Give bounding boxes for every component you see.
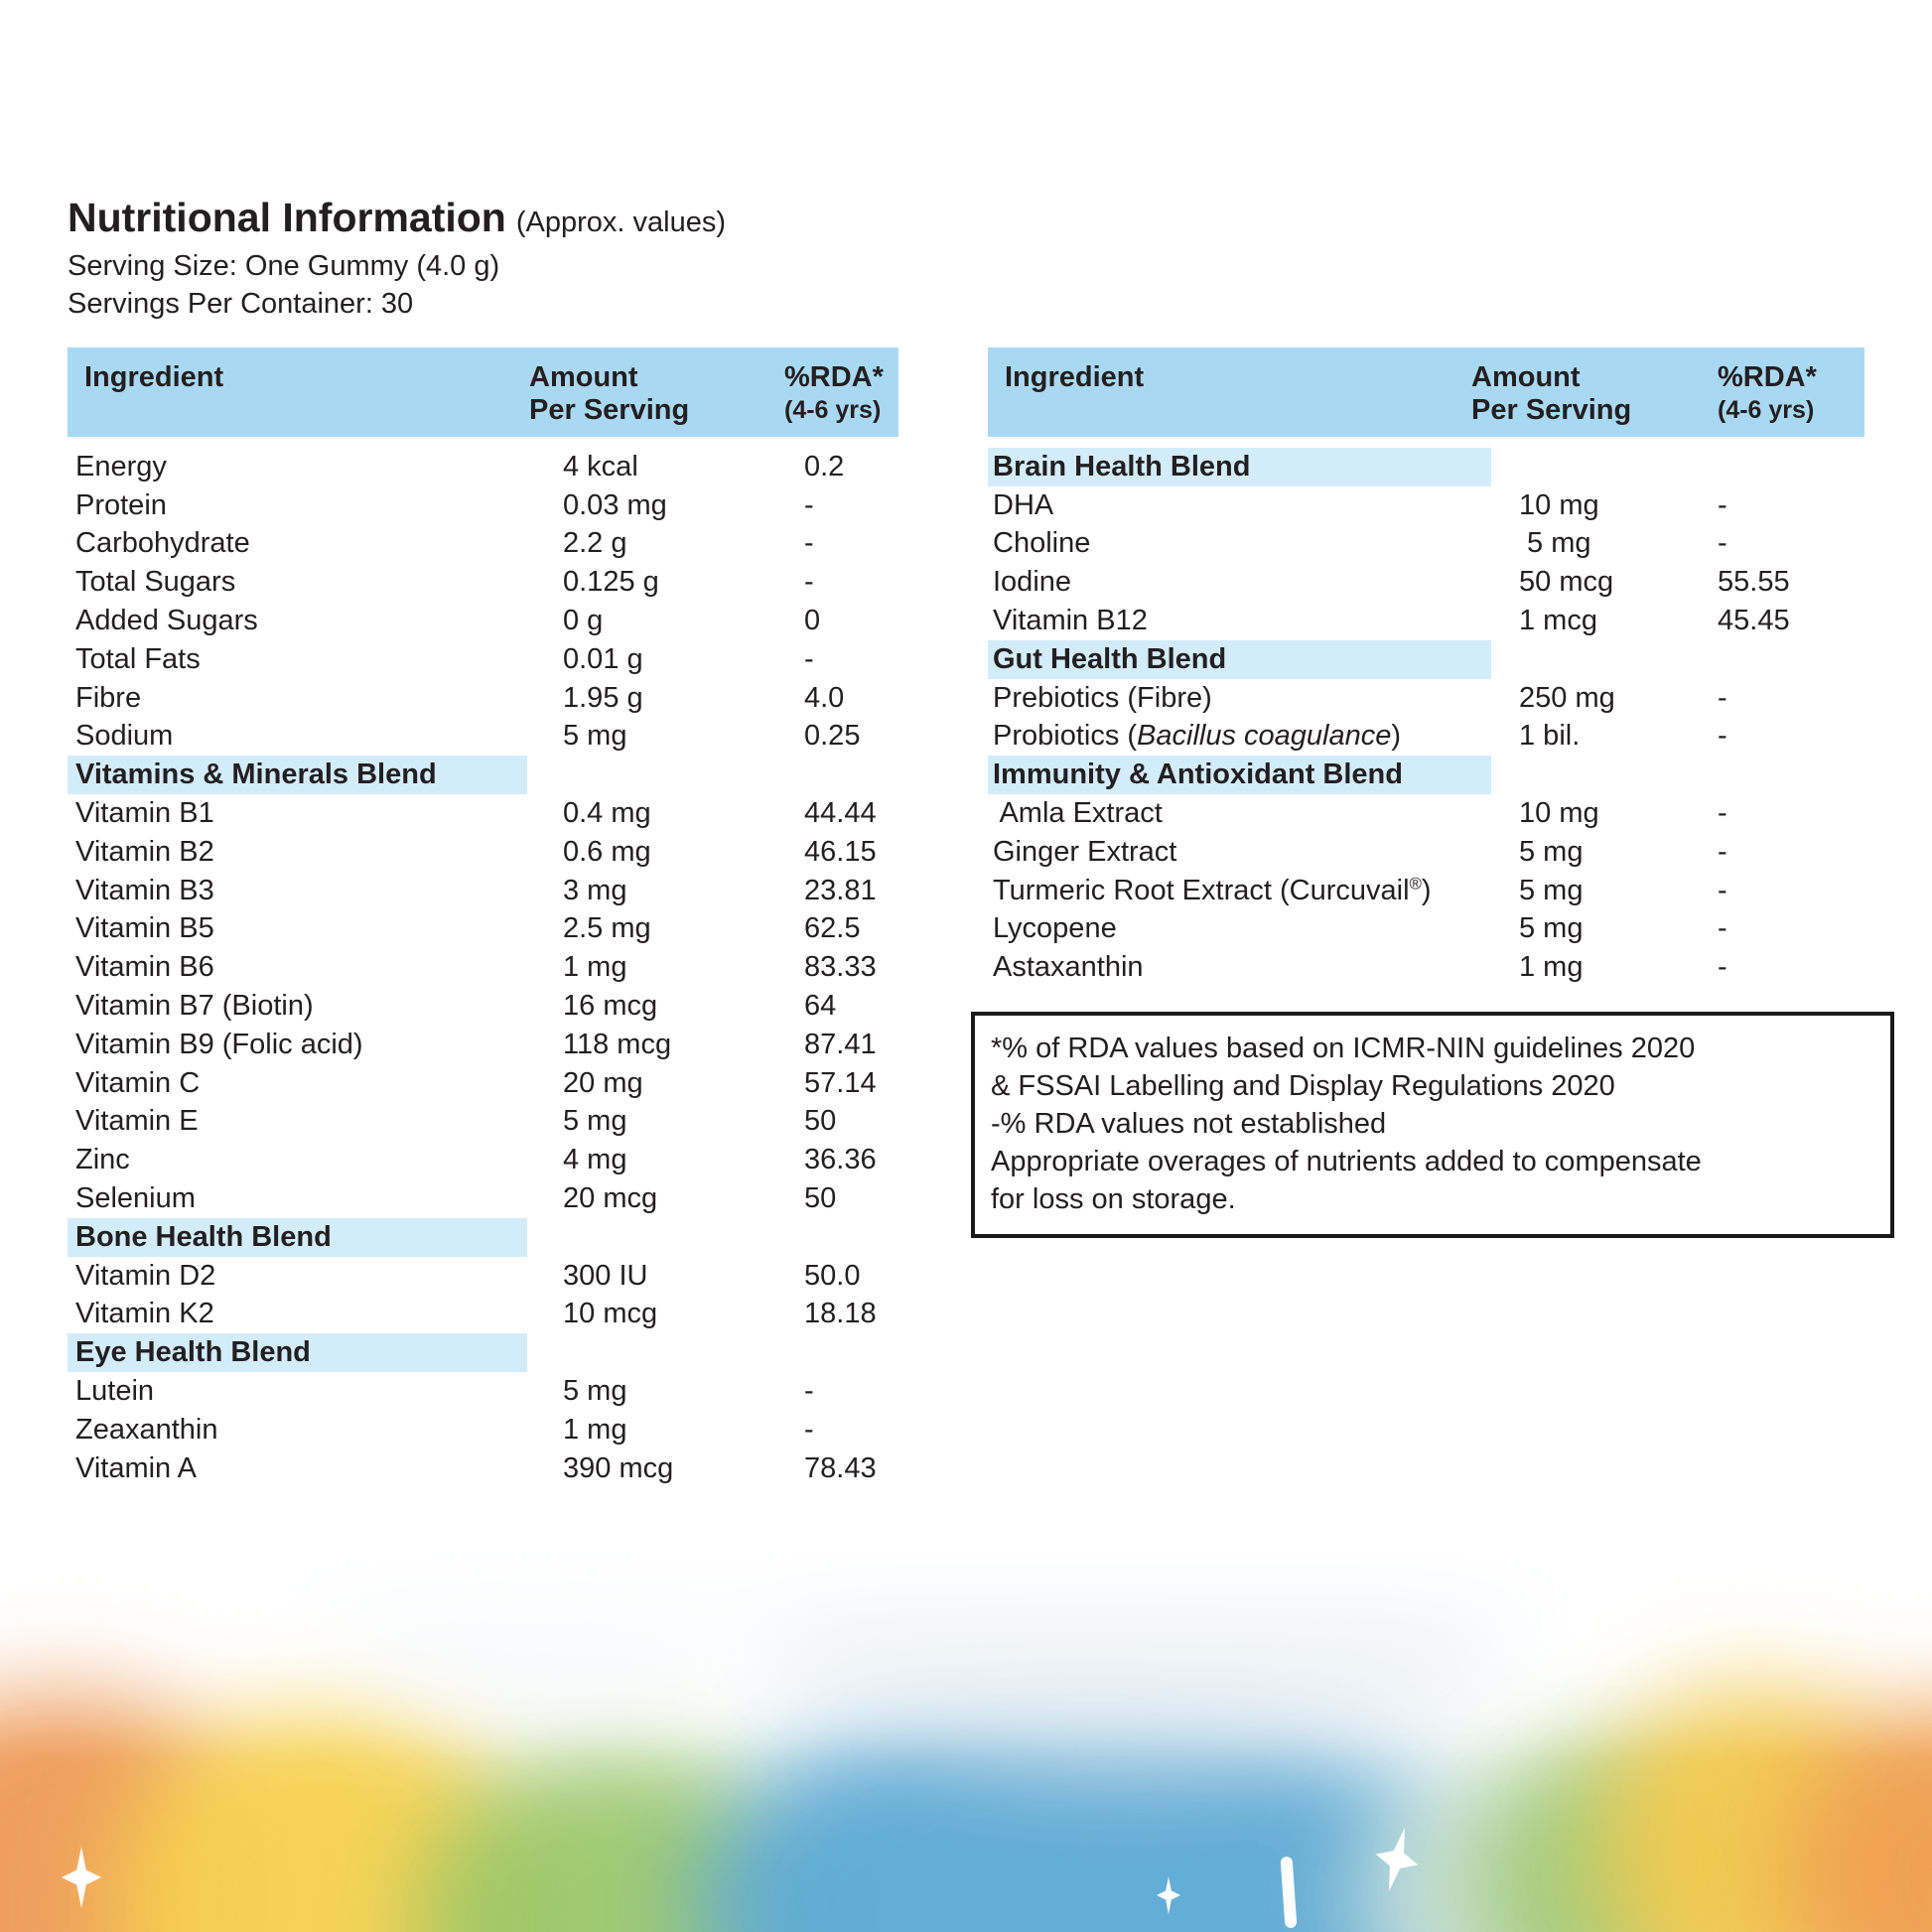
nutrition-table-right: [988, 347, 1864, 987]
rda-cell: -: [804, 1413, 814, 1446]
amount-cell: 50 mcg: [1519, 566, 1614, 599]
amount-cell: 0.01 g: [563, 642, 643, 675]
section-band: Gut Health Blend: [988, 640, 1491, 679]
rda-cell: -: [1718, 527, 1727, 560]
amount-cell: 5 mg: [563, 1105, 627, 1138]
rda-cell: 57.14: [804, 1066, 877, 1099]
section-row: [988, 756, 1864, 794]
section-band: Bone Health Blend: [68, 1218, 527, 1257]
rda-cell: 62.5: [804, 912, 861, 945]
amount-cell: 1 mg: [1519, 951, 1584, 984]
amount-cell: 1 mg: [563, 1413, 627, 1446]
amount-cell: 0.4 mg: [563, 797, 651, 830]
ingredient-cell: Lycopene: [993, 912, 1117, 945]
ingredient-cell: Vitamin A: [75, 1451, 197, 1484]
ingredient-cell: [988, 756, 1519, 794]
ingredient-cell: Vitamin B5: [75, 912, 214, 945]
ingredient-cell: Energy: [75, 450, 167, 483]
rda-cell: -: [804, 527, 814, 560]
amount-cell: 1 bil.: [1519, 720, 1581, 753]
amount-cell: 1 mg: [563, 951, 627, 984]
rda-cell: 36.36: [804, 1144, 877, 1176]
ingredient-cell: Vitamin B3: [75, 874, 214, 906]
rda-cell: 23.81: [804, 874, 877, 906]
amount-cell: 4 kcal: [563, 450, 638, 483]
ingredient-cell: Vitamin B12: [993, 605, 1148, 637]
amount-cell: 5 mg: [563, 1375, 627, 1408]
servings-per-container-line: Servings Per Container: 30: [68, 288, 414, 320]
amount-cell: 1.95 g: [563, 681, 643, 714]
rda-cell: -: [1718, 720, 1727, 753]
amount-cell: 0.03 mg: [563, 488, 667, 521]
footnote-line: -% RDA values not established: [991, 1108, 1387, 1140]
ingredient-cell: Choline: [993, 527, 1091, 560]
ingredient-cell: Vitamin D2: [75, 1259, 216, 1292]
table-row: [988, 486, 1864, 525]
table-row: [68, 910, 898, 949]
ingredient-cell: Zinc: [75, 1144, 130, 1176]
ingredient-cell: Added Sugars: [75, 605, 258, 637]
section-row: [988, 448, 1864, 486]
ingredient-cell: Total Sugars: [75, 566, 236, 599]
table-row: [68, 602, 898, 640]
rda-cell: 4.0: [804, 681, 845, 714]
table-row: [988, 794, 1864, 833]
rda-cell: -: [1718, 951, 1727, 984]
amount-cell: 1 mcg: [1519, 605, 1597, 637]
rda-cell: 46.15: [804, 835, 877, 868]
table-row: [988, 910, 1864, 949]
ingredient-cell: [68, 1218, 563, 1257]
rda-cell: -: [1718, 874, 1727, 906]
ingredient-cell: [988, 448, 1519, 486]
table-row: [68, 833, 898, 872]
table-row: [68, 1296, 898, 1334]
table-row: [68, 1257, 898, 1296]
table-row: [68, 948, 898, 987]
rda-cell: 64: [804, 990, 837, 1023]
table-row: [988, 525, 1864, 564]
ingredient-cell: Vitamin B6: [75, 951, 214, 984]
table-row: [988, 948, 1864, 987]
ingredient-cell: [68, 1333, 563, 1372]
ingredient-cell: Vitamin K2: [75, 1298, 214, 1330]
rda-column-header: %RDA* (4-6 yrs): [784, 361, 884, 424]
rda-cell: -: [1718, 912, 1727, 945]
amount-cell: 5 mg: [1519, 874, 1584, 906]
section-band: Eye Health Blend: [68, 1333, 527, 1372]
ingredient-cell: Prebiotics (Fibre): [993, 681, 1212, 714]
section-row: [68, 756, 898, 794]
ingredient-column-header: Ingredient: [84, 361, 224, 393]
amount-cell: 300 IU: [563, 1259, 648, 1292]
ingredient-cell: Sodium: [75, 720, 174, 753]
section-row: [988, 640, 1864, 679]
rda-cell: 83.33: [804, 951, 877, 984]
table-header: [988, 347, 1864, 437]
rda-footnote-box: [971, 1012, 1894, 1238]
rda-cell: 50.0: [804, 1259, 861, 1292]
table-row: [68, 1141, 898, 1179]
table-row: [68, 1372, 898, 1411]
rda-column-header: %RDA* (4-6 yrs): [1718, 361, 1817, 424]
table-row: [68, 1026, 898, 1064]
rda-cell: -: [804, 1375, 814, 1408]
nutrition-table-left: [68, 347, 898, 1488]
watercolor-top-fade: [0, 1549, 1932, 1932]
amount-cell: 2.5 mg: [563, 912, 651, 945]
ingredient-cell: Probiotics (Bacillus coagulance): [993, 720, 1402, 753]
footnote-line: Appropriate overages of nutrients added to compensate: [991, 1146, 1702, 1177]
amount-cell: 10 mg: [1519, 488, 1599, 521]
section-band: Immunity & Antioxidant Blend: [988, 756, 1491, 794]
amount-cell: 20 mcg: [563, 1182, 658, 1215]
section-band: Vitamins & Minerals Blend: [68, 756, 527, 794]
footnote-line: for loss on storage.: [991, 1183, 1236, 1215]
table-row: [68, 640, 898, 679]
rda-cell: -: [1718, 488, 1727, 521]
ingredient-cell: Amla Extract: [993, 797, 1163, 830]
amount-column-header: Amount Per Serving: [1471, 361, 1632, 426]
footnote-line: *% of RDA values based on ICMR-NIN guidelines 2020: [991, 1033, 1696, 1064]
ingredient-cell: Zeaxanthin: [75, 1413, 218, 1446]
ingredient-cell: Ginger Extract: [993, 835, 1177, 868]
rda-cell: 18.18: [804, 1298, 877, 1330]
serving-size-line: Serving Size: One Gummy (4.0 g): [68, 250, 500, 282]
amount-cell: 250 mg: [1519, 681, 1615, 714]
title-suffix: (Approx. values): [515, 207, 727, 238]
rda-cell: 44.44: [804, 797, 877, 830]
rda-cell: -: [1718, 835, 1727, 868]
watercolor-footer: [0, 1549, 1932, 1932]
ingredient-cell: Lutein: [75, 1375, 155, 1408]
table-header: [68, 347, 898, 437]
rda-cell: 55.55: [1718, 566, 1790, 599]
section-row: [68, 1218, 898, 1257]
ingredient-cell: Turmeric Root Extract (Curcuvail®): [993, 874, 1432, 906]
amount-cell: 10 mcg: [563, 1298, 658, 1330]
amount-cell: 5 mg: [1519, 527, 1591, 560]
amount-cell: 0.6 mg: [563, 835, 651, 868]
amount-cell: 5 mg: [1519, 912, 1584, 945]
amount-cell: 390 mcg: [563, 1451, 674, 1484]
ingredient-cell: Astaxanthin: [993, 951, 1144, 984]
rda-cell: 0.2: [804, 450, 845, 483]
amount-cell: 4 mg: [563, 1144, 627, 1176]
table-body: [988, 448, 1864, 987]
table-row: [68, 987, 898, 1026]
table-row: [68, 563, 898, 602]
ingredient-column-header: Ingredient: [1005, 361, 1145, 393]
table-row: [988, 718, 1864, 757]
page-title: [68, 195, 726, 241]
table-row: [68, 718, 898, 757]
rda-cell: 50: [804, 1105, 837, 1138]
ingredient-cell: Iodine: [993, 566, 1072, 599]
amount-cell: 5 mg: [1519, 835, 1584, 868]
table-row: [68, 486, 898, 525]
ingredient-cell: Fibre: [75, 681, 142, 714]
ingredient-cell: Selenium: [75, 1182, 196, 1215]
ingredient-cell: [68, 756, 563, 794]
ingredient-cell: Total Fats: [75, 642, 201, 675]
ingredient-cell: Vitamin B9 (Folic acid): [75, 1028, 363, 1060]
ingredient-cell: Vitamin C: [75, 1066, 201, 1099]
table-row: [68, 525, 898, 564]
ingredient-cell: Carbohydrate: [75, 527, 250, 560]
table-row: [68, 1411, 898, 1449]
section-row: [68, 1333, 898, 1372]
title-text: Nutritional Information: [68, 195, 506, 240]
ingredient-cell: Protein: [75, 488, 167, 521]
amount-cell: 5 mg: [563, 720, 627, 753]
amount-cell: 10 mg: [1519, 797, 1599, 830]
rda-cell: 0.25: [804, 720, 861, 753]
ingredient-cell: Vitamin B7 (Biotin): [75, 990, 314, 1023]
table-row: [68, 1064, 898, 1103]
rda-cell: -: [1718, 797, 1727, 830]
rda-cell: 45.45: [1718, 605, 1790, 637]
table-row: [988, 679, 1864, 718]
footnote-line: & FSSAI Labelling and Display Regulations 2020: [991, 1070, 1615, 1102]
table-row: [68, 1179, 898, 1218]
table-row: [988, 602, 1864, 640]
rda-cell: 50: [804, 1182, 837, 1215]
table-row: [68, 1449, 898, 1488]
table-row: [68, 872, 898, 910]
amount-cell: 0 g: [563, 605, 604, 637]
amount-cell: 16 mcg: [563, 990, 658, 1023]
ingredient-cell: Vitamin B2: [75, 835, 214, 868]
ingredient-cell: Vitamin E: [75, 1105, 199, 1138]
amount-cell: 118 mcg: [563, 1028, 672, 1060]
rda-cell: 87.41: [804, 1028, 877, 1060]
table-row: [988, 872, 1864, 910]
rda-cell: -: [804, 642, 814, 675]
ingredient-cell: [988, 640, 1519, 679]
section-band: Brain Health Blend: [988, 448, 1491, 486]
ingredient-cell: Vitamin B1: [75, 797, 214, 830]
amount-cell: 3 mg: [563, 874, 627, 906]
rda-cell: -: [804, 566, 814, 599]
amount-column-header: Amount Per Serving: [529, 361, 690, 426]
table-row: [68, 794, 898, 833]
table-row: [68, 448, 898, 486]
table-body: [68, 448, 898, 1488]
rda-cell: 78.43: [804, 1451, 877, 1484]
rda-cell: 0: [804, 605, 821, 637]
table-row: [68, 679, 898, 718]
rda-cell: -: [804, 488, 814, 521]
table-row: [68, 1103, 898, 1142]
amount-cell: 2.2 g: [563, 527, 627, 560]
rda-cell: -: [1718, 681, 1727, 714]
ingredient-cell: DHA: [993, 488, 1054, 521]
table-row: [988, 563, 1864, 602]
amount-cell: 0.125 g: [563, 566, 659, 599]
amount-cell: 20 mg: [563, 1066, 643, 1099]
table-row: [988, 833, 1864, 872]
